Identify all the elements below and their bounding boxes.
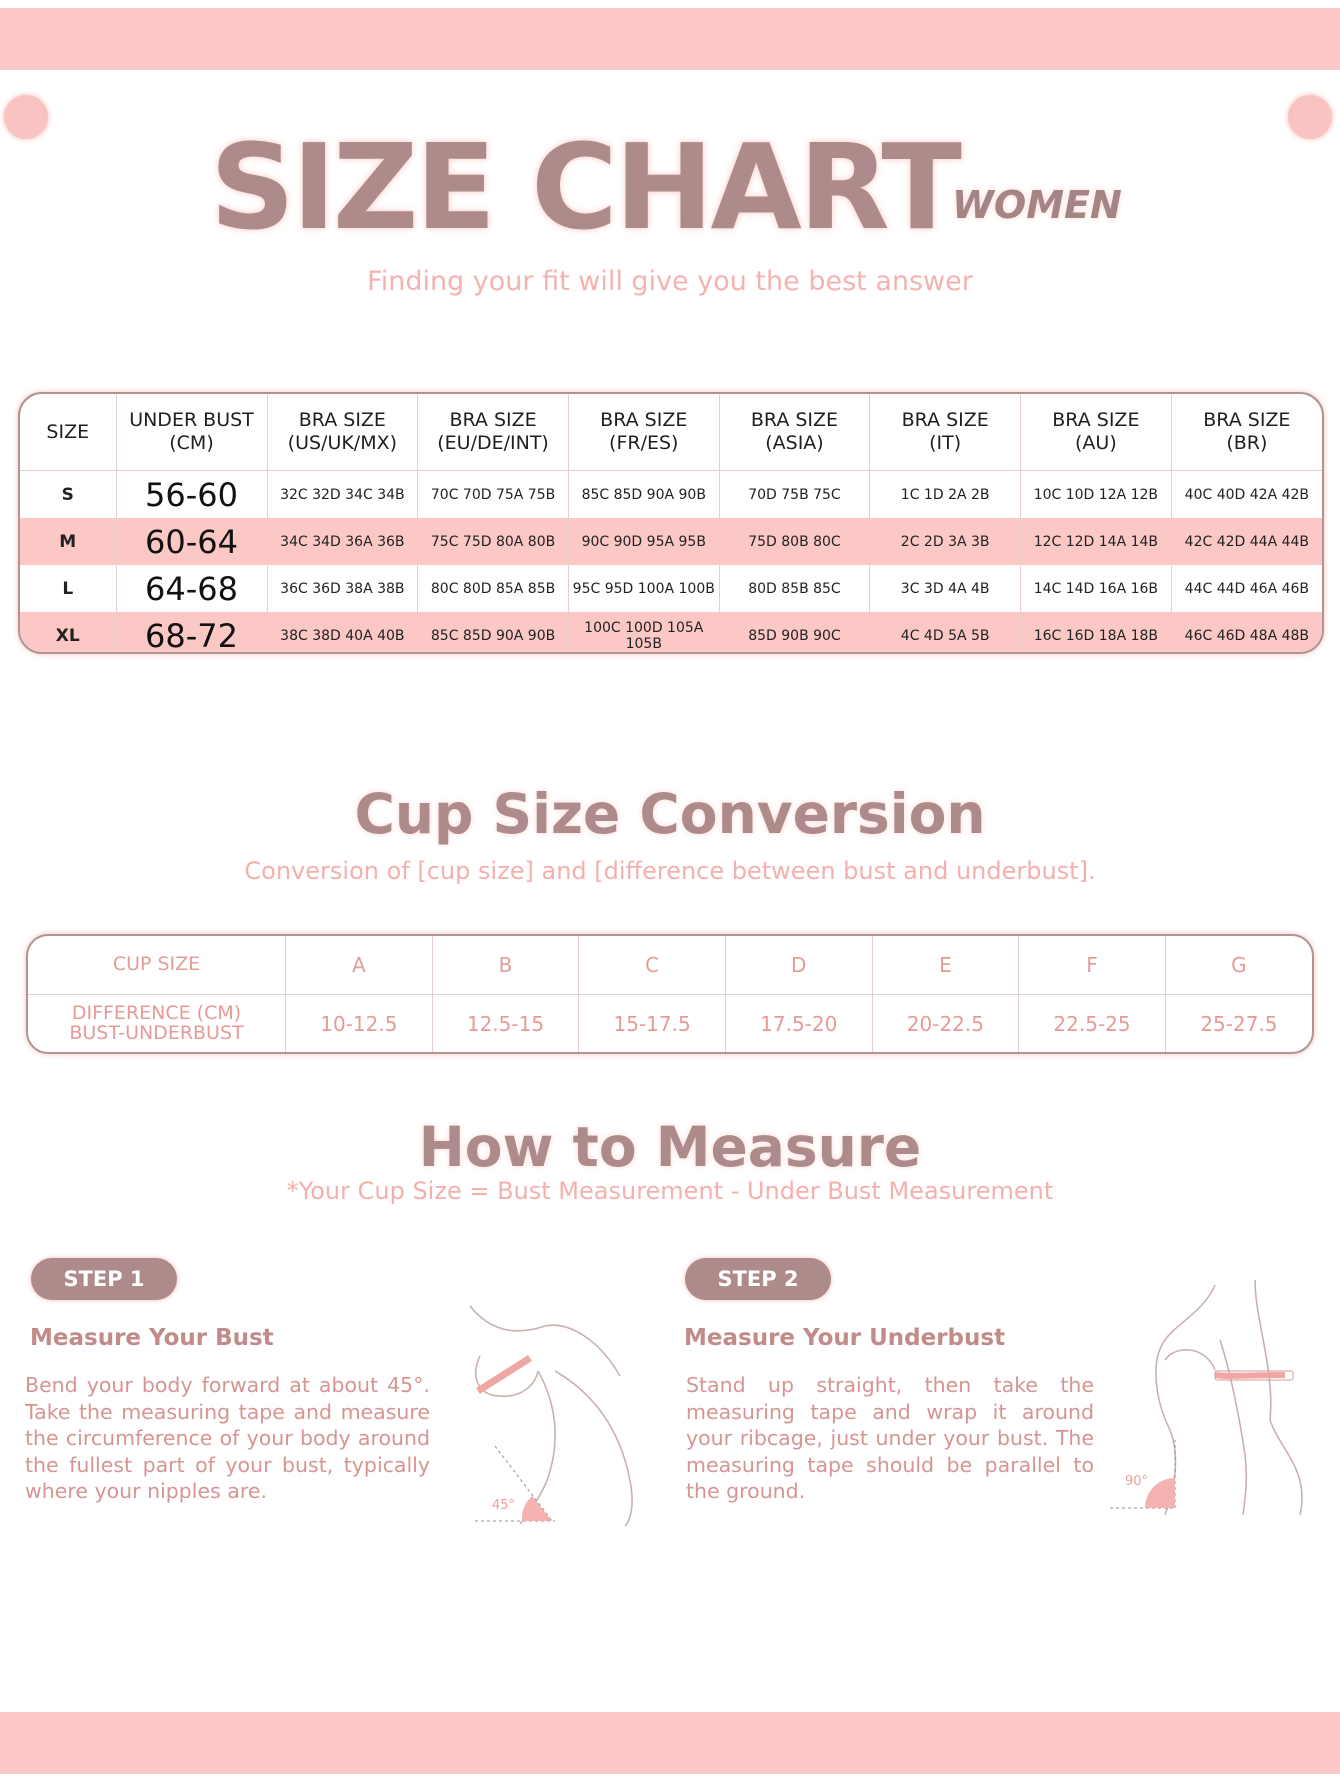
figure-hip-line [555,1371,632,1526]
cup-letter-cell: B [432,936,579,995]
corner-dot-right [1288,95,1332,139]
under-bust-cell: 68-72 [116,612,267,654]
bra-size-cell: 95C 95D 100A 100B [568,565,719,612]
size-table-row [20,565,1322,612]
size-table-header [20,394,1322,471]
size-label-cell: S [20,471,116,519]
bottom-band [0,1712,1340,1774]
top-band [0,8,1340,70]
bra-size-cell: 85C 85D 90A 90B [418,612,569,654]
cup-difference-cell: 22.5-25 [1019,995,1166,1053]
corner-dot-left [4,95,48,139]
difference-label-line2: BUST-UNDERBUST [69,1021,244,1044]
page-title: SIZE CHART [210,118,959,256]
under-bust-cell: 60-64 [116,518,267,565]
under-bust-cell: 64-68 [116,565,267,612]
size-column-header: SIZE [20,394,116,471]
step-1-pill: STEP 1 [31,1258,177,1300]
figure-arm-line [520,1371,555,1524]
bra-size-cell: 80C 80D 85A 85B [418,565,569,612]
bra-size-cell: 38C 38D 40A 40B [267,612,418,654]
bra-size-cell: 34C 34D 36A 36B [267,518,418,565]
bra-size-cell: 42C 42D 44A 44B [1171,518,1322,565]
angle-45-label: 45° [492,1498,516,1513]
figure-back-line-2 [1255,1280,1302,1515]
how-section-subtitle: *Your Cup Size = Bust Measurement - Under Bust Measurement [286,1177,1054,1205]
step-2-pill: STEP 2 [685,1258,831,1300]
cup-difference-cell: 17.5-20 [725,995,872,1053]
step-2-text: Stand up straight, then take the measuring tape and wrap it around your ribcage, just under your bust. The measuring tape should be parallel to the ground. [686,1373,1094,1503]
under-bust-cell: 56-60 [116,471,267,519]
underbust-measure-illustration [1105,1280,1315,1520]
size-column-header: BRA SIZE (EU/DE/INT) [418,394,569,471]
bra-size-cell: 12C 12D 14A 14B [1021,518,1172,565]
size-label-cell: XL [20,612,116,654]
size-label-cell: M [20,518,116,565]
cup-section-title: Cup Size Conversion [354,782,986,846]
size-table [18,392,1324,654]
angle-90-label: 90° [1125,1474,1149,1489]
cup-row-label: CUP SIZE [28,936,286,995]
figure-back-line [470,1306,620,1376]
size-table-row [20,518,1322,565]
size-table-row [20,612,1322,654]
bra-size-cell: 70C 70D 75A 75B [418,471,569,519]
bra-size-cell: 10C 10D 12A 12B [1021,471,1172,519]
bust-measure-illustration [460,1296,650,1526]
bra-size-cell: 4C 4D 5A 5B [870,612,1021,654]
angle-90-wedge [1145,1478,1175,1508]
size-column-header: BRA SIZE (IT) [870,394,1021,471]
title-tag: WOMEN [952,183,1122,227]
size-label-cell: L [20,565,116,612]
cup-row [28,936,1312,995]
cup-letter-cell: E [872,936,1019,995]
bra-size-cell: 70D 75B 75C [719,471,870,519]
size-column-header: BRA SIZE (BR) [1171,394,1322,471]
figure-bust-curve [1165,1350,1215,1370]
difference-label-line1: DIFFERENCE (CM) [71,1001,242,1024]
cup-table [26,934,1314,1054]
bra-size-cell: 75C 75D 80A 80B [418,518,569,565]
bra-size-cell: 46C 46D 48A 48B [1171,612,1322,654]
page-subtitle: Finding your fit will give you the best answer [367,266,973,297]
size-table-row [20,471,1322,519]
size-column-header: BRA SIZE (ASIA) [719,394,870,471]
step-1-text: Bend your body forward at about 45°. Take the measuring tape and measure the circumference of your body around the fullest part of your bust, typically where your nipples are. [25,1373,430,1503]
cup-section-subtitle: Conversion of [cup size] and [difference between bust and underbust]. [244,857,1096,885]
cup-difference-cell: 25-27.5 [1200,1011,1278,1036]
measuring-tape-2 [1215,1375,1285,1376]
cup-letter-cell: C [579,936,726,995]
size-column-header: BRA SIZE (FR/ES) [568,394,719,471]
how-section-title: How to Measure [418,1115,922,1179]
bra-size-cell: 3C 3D 4A 4B [870,565,1021,612]
cup-letter-cell: F [1019,936,1166,995]
cup-difference-cell: 20-22.5 [872,995,1019,1053]
size-column-header: BRA SIZE (AU) [1021,394,1172,471]
difference-row [28,995,1312,1053]
cup-letter-cell: G [1165,936,1312,995]
cup-difference-cell: 12.5-15 [432,995,579,1053]
bra-size-cell: 1C 1D 2A 2B [870,471,1021,519]
measuring-tape [478,1358,530,1391]
bra-size-cell: 36C 36D 38A 38B [267,565,418,612]
bra-size-cell: 2C 2D 3A 3B [870,518,1021,565]
cup-difference-cell: 15-17.5 [579,995,726,1053]
size-column-header: UNDER BUST (CM) [116,394,267,471]
cup-letter-cell: D [725,936,872,995]
bra-size-cell: 100C 100D 105A 105B [568,612,719,654]
bra-size-cell: 32C 32D 34C 34B [267,471,418,519]
bra-size-cell: 44C 44D 46A 46B [1184,580,1310,597]
bra-size-cell: 14C 14D 16A 16B [1021,565,1172,612]
cup-difference-cell: 10-12.5 [286,995,433,1053]
step-1-heading: Measure Your Bust [30,1325,274,1351]
cup-letter-cell: A [286,936,433,995]
bra-size-cell: 40C 40D 42A 42B [1184,486,1310,503]
bra-size-cell: 85D 90B 90C [719,612,870,654]
bra-size-cell: 80D 85B 85C [719,565,870,612]
step-2-heading: Measure Your Underbust [684,1325,1006,1351]
bra-size-cell: 85C 85D 90A 90B [568,471,719,519]
size-column-header: BRA SIZE (US/UK/MX) [267,394,418,471]
bra-size-cell: 75D 80B 80C [719,518,870,565]
bra-size-cell: 90C 90D 95A 95B [568,518,719,565]
difference-row-label [28,995,286,1053]
figure-arm-line-2 [1220,1340,1246,1515]
bra-size-cell: 16C 16D 18A 18B [1021,612,1172,654]
